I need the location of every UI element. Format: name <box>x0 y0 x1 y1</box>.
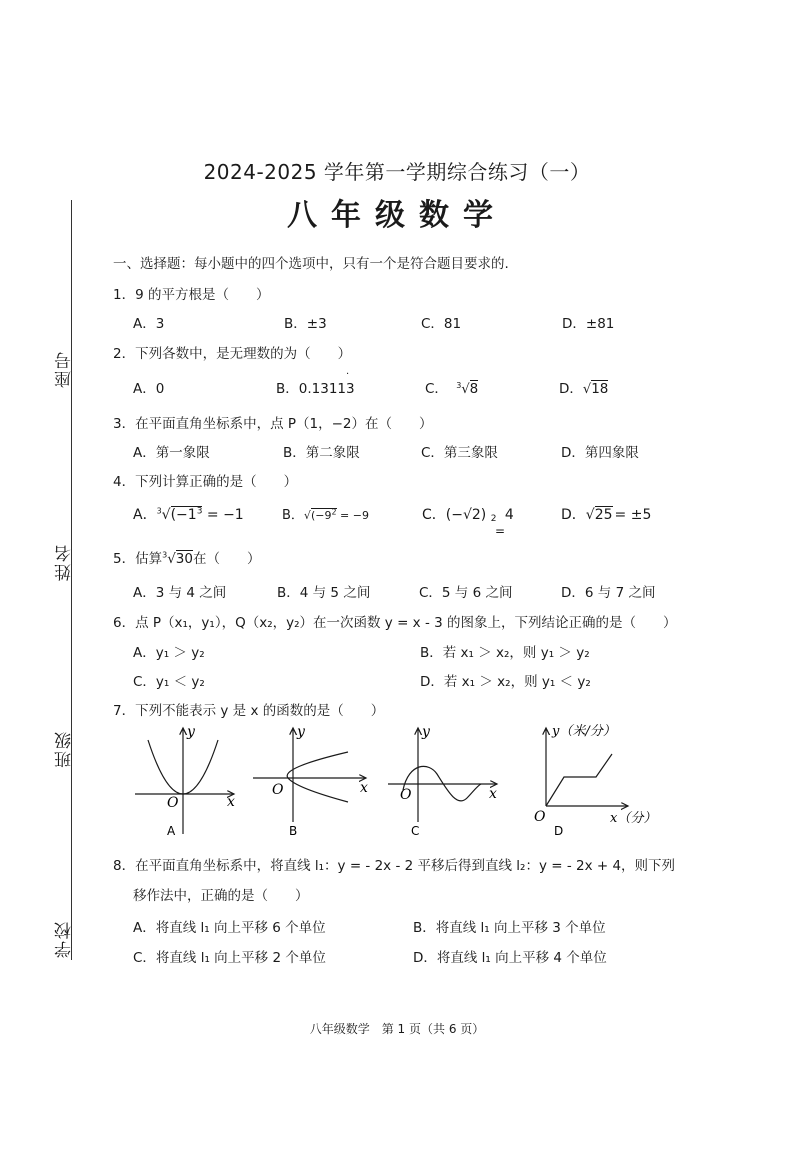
q5-stem-pre: 5．估算 <box>113 551 163 567</box>
page-title: 2024-2025 学年第一学期综合练习（一） <box>203 160 591 184</box>
q1-option-b: B．±3 <box>284 316 327 332</box>
name-label: 姓名 <box>55 543 75 581</box>
q6-option-c: C．y₁ ＜ y₂ <box>133 674 205 690</box>
y-axis-label: y <box>297 724 305 740</box>
q8-option-b: B．将直线 l₁ 向上平移 3 个单位 <box>413 920 606 936</box>
q8-option-d: D．将直线 l₁ 向上平移 4 个单位 <box>413 950 607 966</box>
radicand: 25 <box>594 507 613 523</box>
q1-stem: 1．9 的平方根是（ ） <box>113 287 270 303</box>
school-label: 学校 <box>55 920 75 958</box>
q2-option-b-text: B．0.13113 <box>276 381 355 397</box>
q4-option-c-prefix: C． <box>422 507 446 523</box>
q7-stem: 7．下列不能表示 y 是 x 的函数的是（ ） <box>113 703 385 719</box>
q2-option-c: C． $^3$√8 <box>425 380 479 397</box>
graph-a-label: A <box>167 824 176 838</box>
q8-stem-line2: 移作法中，正确的是（ ） <box>133 888 309 904</box>
x-axis-label: x <box>360 780 368 796</box>
q5-option-d: D．6 与 7 之间 <box>561 585 656 601</box>
root-index: 3 <box>162 550 168 560</box>
graph-c-label: C <box>411 824 420 838</box>
q5-option-c: C．5 与 6 之间 <box>419 585 513 601</box>
radicand: 18 <box>591 381 609 397</box>
y-axis-label: y（米/分） <box>552 724 616 739</box>
graph-b-label: B <box>289 824 298 838</box>
q1-option-a: A．3 <box>133 316 165 332</box>
class-label: 班级 <box>55 730 75 768</box>
q8-stem-line1: 8．在平面直角坐标系中，将直线 l₁：y = - 2x - 2 平移后得到直线 l₂：y = - 2x + 4，则下列 <box>113 858 676 874</box>
radicand: (−1 <box>170 507 197 523</box>
q3-option-b: B．第二象限 <box>283 445 360 461</box>
q3-option-a: A．第一象限 <box>133 445 210 461</box>
origin-label: O <box>400 787 412 803</box>
q4-option-b: B．$√(-9^2 = -9$ <box>282 507 369 523</box>
q4-option-b-prefix: B． <box>282 508 304 523</box>
origin-label: O <box>534 809 546 825</box>
radicand: 30 <box>175 551 193 567</box>
origin-label: O <box>272 782 284 798</box>
sideways-parabola-curve <box>287 752 348 802</box>
page-footer: 八年级数学 第 1 页（共 6 页） <box>309 1022 485 1036</box>
q4-option-a-prefix: A． <box>133 507 157 523</box>
q4-option-d-prefix: D． <box>561 507 586 523</box>
x-axis-label: x <box>227 794 235 810</box>
q3-option-c: C．第三象限 <box>421 445 498 461</box>
exponent: 3 <box>196 506 203 517</box>
q5-option-b: B．4 与 5 之间 <box>277 585 371 601</box>
q3-option-d: D．第四象限 <box>561 445 639 461</box>
q6-stem: 6．点 P（x₁，y₁），Q（x₂，y₂）在一次函数 y = x - 3 的图象上，下列结论正确的是（ ） <box>113 615 677 631</box>
root-index: 3 <box>456 380 462 390</box>
q4-option-b-result: = −9 <box>336 509 369 522</box>
exponent: 2 <box>331 507 337 517</box>
radicand: (−9 <box>310 509 332 522</box>
q4-option-d-result: = ±5 <box>614 507 652 523</box>
graph-d-label: D <box>554 824 564 838</box>
q1-option-c: C．81 <box>421 316 462 332</box>
q2-stem: 2．下列各数中，是无理数的为（ ） <box>113 346 352 362</box>
q2-option-d-prefix: D． <box>559 381 583 397</box>
graph-b <box>250 722 375 840</box>
piecewise-line <box>546 754 612 806</box>
section-heading: 一、选择题：每小题中的四个选项中，只有一个是符合题目要求的. <box>113 256 509 272</box>
q1-option-d: D．±81 <box>562 316 615 332</box>
q8-option-a: A．将直线 l₁ 向上平移 6 个单位 <box>133 920 326 936</box>
q2-option-a: A．0 <box>133 381 165 397</box>
q6-option-d: D．若 x₁ ＞ x₂，则 y₁ ＜ y₂ <box>420 674 591 690</box>
q2-option-b <box>276 369 355 397</box>
x-axis-label: x（分） <box>610 811 657 826</box>
q4-option-c-value: 4 <box>504 507 514 523</box>
q4-option-a-result: = −1 <box>202 507 244 523</box>
q4-option-c <box>422 504 514 538</box>
x-axis-label: x <box>489 786 497 802</box>
q3-stem: 3．在平面直角坐标系中，点 P（1，−2）在（ ） <box>113 416 433 432</box>
q5-stem: 5．估算$^3$√30在（ ） <box>113 550 261 567</box>
q2-option-d: D．√18 <box>559 381 609 397</box>
q4-stem: 4．下列计算正确的是（ ） <box>113 474 298 490</box>
q4-option-d: D．√25 = ±5 <box>561 507 652 523</box>
q6-option-a: A．y₁ ＞ y₂ <box>133 645 205 661</box>
q6-option-b: B．若 x₁ ＞ x₂，则 y₁ ＞ y₂ <box>420 645 590 661</box>
q5-stem-post: 在（ ） <box>192 551 261 567</box>
graph-c <box>385 722 505 840</box>
y-axis-label: y <box>187 724 195 740</box>
seat-label: 座号 <box>55 350 75 388</box>
y-axis-label: y <box>422 724 430 740</box>
origin-label: O <box>167 795 179 811</box>
q8-option-c: C．将直线 l₁ 向上平移 2 个单位 <box>133 950 326 966</box>
radicand: 8 <box>469 381 479 397</box>
page-subtitle: 八年级数学 <box>287 198 507 233</box>
graph-d <box>528 718 658 840</box>
q4-option-c-expr: (−√2) <box>445 507 487 523</box>
graph-a <box>130 722 245 840</box>
q4-option-a: A．$^3√(-1^3 = -1$ <box>133 506 244 523</box>
q5-option-a: A．3 与 4 之间 <box>133 585 227 601</box>
q2-option-c-prefix: C． <box>425 381 448 397</box>
root-index: 3 <box>156 506 162 516</box>
repeating-dot: · <box>346 369 350 380</box>
equals-sign: = <box>495 524 506 538</box>
exponent: 2 <box>490 514 497 524</box>
